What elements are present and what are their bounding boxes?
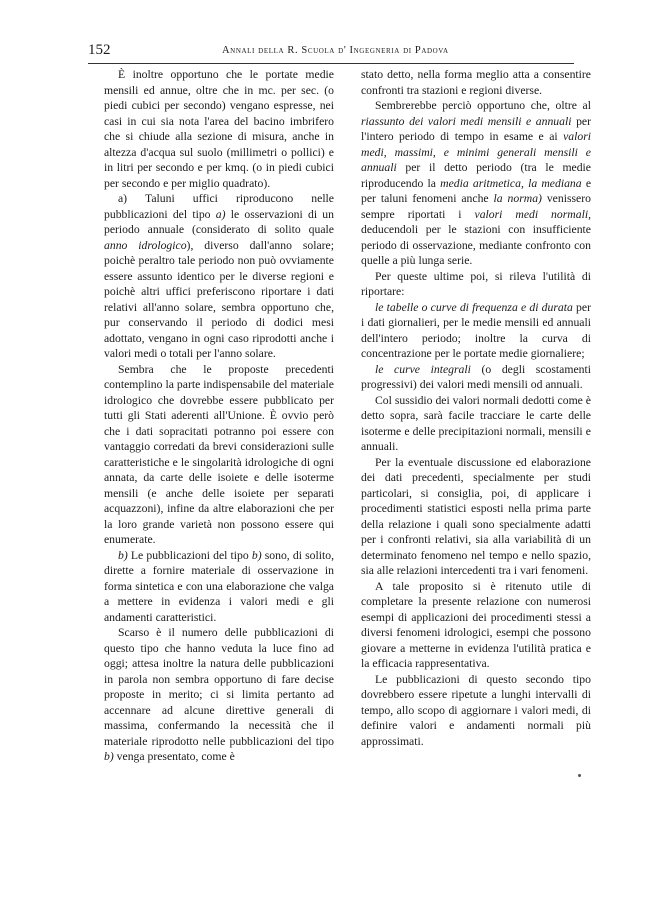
header-rule bbox=[88, 63, 574, 64]
left-column bbox=[104, 67, 334, 765]
paragraph: A tale proposito si è ritenuto utile di completare la presente relazione con numerosi esempi di applicazioni dei procedimenti stessi a diversi fenomeni idrologici, esempi che possono giovare a metterne in evidenza l'utilità pratica e la efficacia rappresentativa. bbox=[361, 579, 591, 670]
paragraph: Col sussidio dei valori normali dedotti come è detto sopra, sarà facile tracciare le carte delle isoterme e delle precipitazioni normali, mensili e annuali. bbox=[361, 393, 591, 453]
paragraph: È inoltre opportuno che le portate medie mensili ed annue, oltre che in mc. per sec. (o piedi cubici per secondo) vengano espresse, nei casi in cui sia nota l'area del bacino imbrifero che si chiude alla sezione di misura, anche in altezza d'acqua sul suolo (millimetri o pollici) e in litri per secondo e per kmq. (o in piedi cubici per secondo e per miglio quadrato). bbox=[104, 68, 334, 190]
paragraph: le curve integrali (o degli scostamenti progressivi) dei valori medi mensili od annuali. bbox=[361, 362, 591, 391]
right-column bbox=[361, 67, 591, 749]
paragraph: Per la eventuale discussione ed elaborazione dei dati precedenti, specialmente per studi particolari, si consiglia, poi, di applicare i procedimenti statistici esposti nella prima parte della relazione i quali sono specialmente adatti per i confronti relativi, sia alla variabilità di un determinato fenomeno nel tempo e nello spazio, sia alle relazioni intercedenti tra i vari fenomeni. bbox=[361, 455, 591, 577]
paragraph: Sembrerebbe perciò opportuno che, oltre al riassunto dei valori medi mensili e annuali per l'intero periodo di tempo in esame e ai valori medi, massimi, e minimi generali mensili e annuali per il detto periodo (tra le medie riproducendo la media aritmetica, la mediana e per taluni fenomeni anche la norma) venissero sempre riportati i valori medi normali, deducendoli per le stazioni con insufficiente periodo di osservazione, mediante confronto con quelle a più lunga serie. bbox=[361, 99, 592, 267]
page-number: 152 bbox=[88, 42, 111, 58]
paragraph: stato detto, nella forma meglio atta a consentire confronti tra stazioni e regioni diverse. bbox=[361, 68, 591, 97]
paragraph: Scarso è il numero delle pubblicazioni di questo tipo che hanno veduta la luce fino ad oggi; attesa inoltre la natura delle pubblicazioni in parola non sembra opportuno di fare decise proposte in merito; ci si limita pertanto ad accennare ad alcune direttive generali di massima, confermando la necessità che il materiale riprodotto nelle pubblicazioni del tipo b) venga presentato, come è bbox=[104, 626, 334, 763]
page-header bbox=[88, 40, 574, 62]
scan-speck bbox=[578, 774, 581, 777]
paragraph: le tabelle o curve di frequenza e di durata per i dati giornalieri, per le medie mensili ed annuali dell'intero periodo; inoltre la curva di concentrazione per le portate medie giornaliere; bbox=[361, 300, 591, 360]
paragraph: Le pubblicazioni di questo secondo tipo dovrebbero essere ripetute a lunghi intervalli di tempo, allo scopo di aggiornare i valori medi, di definire valori e andamenti normali più approssimati. bbox=[361, 672, 591, 748]
paragraph: Sembra che le proposte precedenti contemplino la parte indispensabile del materiale idrologico che dovrebbe essere pubblicato per tutti gli Stati aderenti all'Unione. È ovvio però che i dati sopracitati potranno poi essere con vantaggio corredati da brevi considerazioni sulle caratteristiche e le singolarità idrologiche di ogni annata, da carte delle isoiete e delle isoterme mensili (e anche delle isoiete per separati acquazzoni), infine da altre elaborazioni che per la loro grande varietà non possono essere qui enumerate. bbox=[104, 362, 334, 546]
running-head: Annali della R. Scuola d' Ingegneria di Padova bbox=[222, 45, 449, 56]
paragraph: Per queste ultime poi, si rileva l'utilità di riportare: bbox=[361, 269, 591, 298]
paragraph: a) Taluni uffici riproducono nelle pubblicazioni del tipo a) le osservazioni di un periodo annuale (considerato di solito quale anno idrologico), diverso dall'anno solare; poichè peraltro tale periodo non può ovviamente essere assunto identico per le diverse regioni e poichè altri uffici preferiscono riportare i dati relativi all'anno solare, sembra opportuno che, pur conservando il periodo di dodici mesi adottato, vengano in ogni caso riprodotti anche i valori medi o totali per l'anno solare. bbox=[104, 192, 334, 360]
paragraph: b) Le pubblicazioni del tipo b) sono, di solito, dirette a fornire materiale di osservazione in forma sintetica e con una elaborazione che valga a mettere in evidenza i valori medi e gli andamenti caratteristici. bbox=[104, 548, 334, 624]
